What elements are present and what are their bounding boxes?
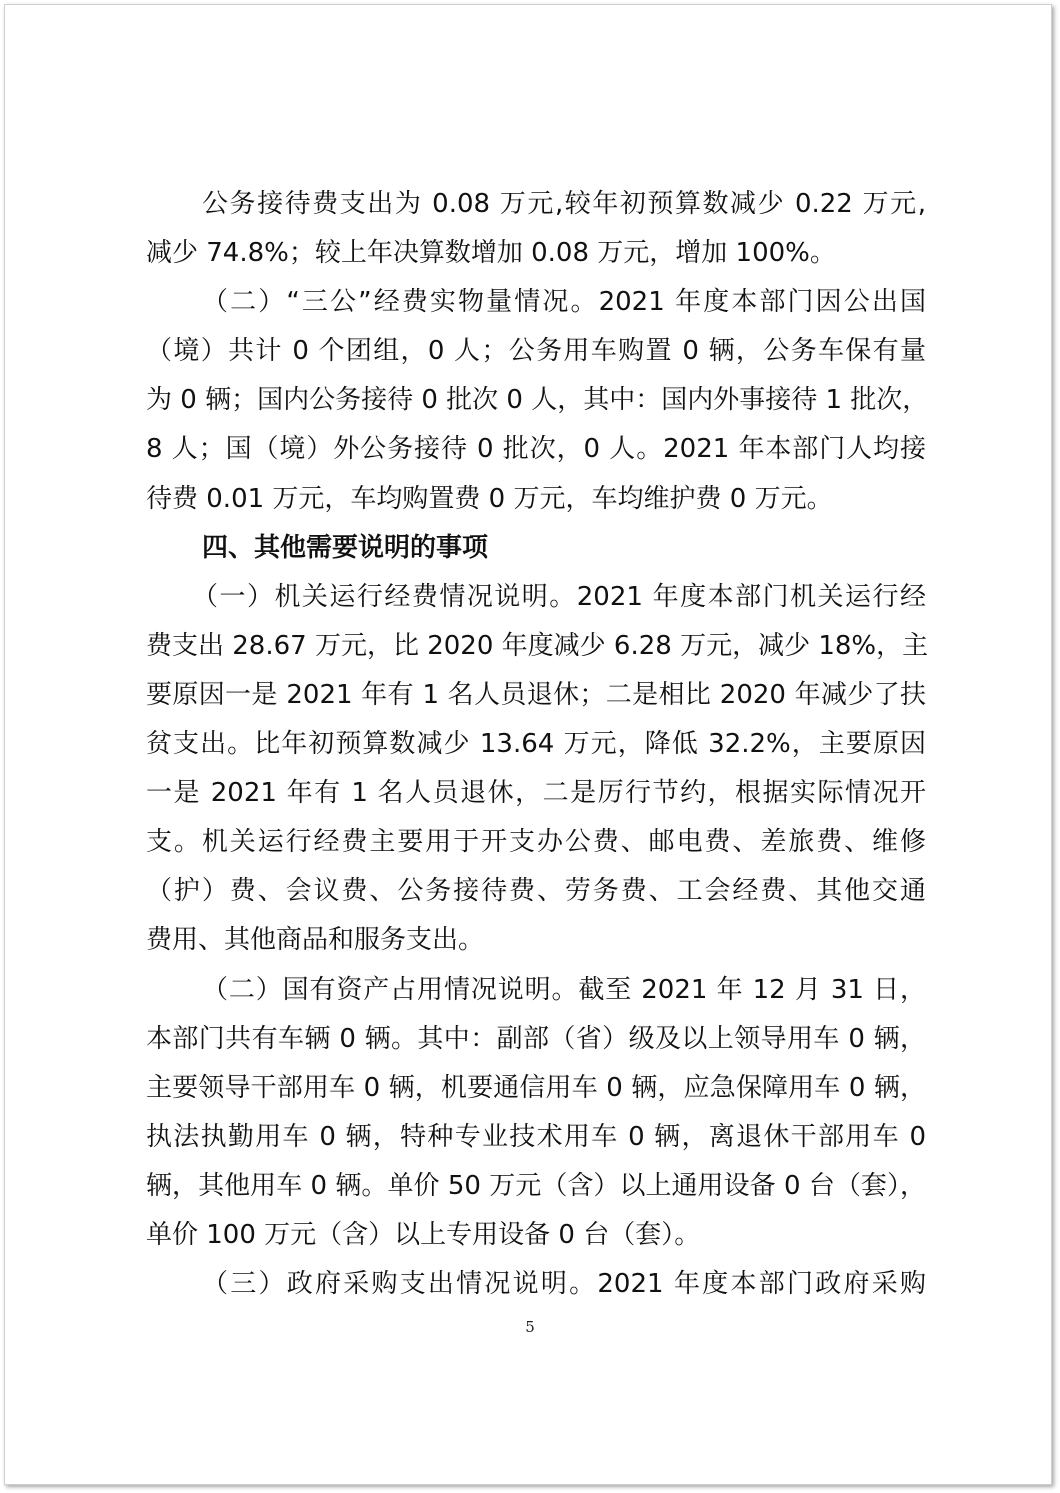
text-line: 执法执勤用车 0 辆，特种专业技术用车 0 辆，离退休干部用车 0 [146,1121,926,1152]
text-line: 贫支出。比年初预算数减少 13.64 万元，降低 32.2%，主要原因 [146,729,926,760]
text-line: （一）机关运行经费情况说明。2021 年度本部门机关运行经 [192,581,926,612]
text-line: 待费 0.01 万元，车均购置费 0 万元，车均维护费 0 万元。 [146,483,833,514]
text-line: 8 人；国（境）外公务接待 0 批次，0 人。2021 年本部门人均接 [146,434,926,465]
text-line: （护）费、会议费、公务接待费、劳务费、工会经费、其他交通 [146,876,926,907]
text-line: 单价 100 万元（含）以上专用设备 0 台（套）。 [146,1219,701,1250]
section-heading: 四、其他需要说明的事项 [202,532,489,563]
text-line: 主要领导干部用车 0 辆，机要通信用车 0 辆，应急保障用车 0 辆， [146,1072,926,1103]
text-line: 减少 74.8%；较上年决算数增加 0.08 万元，增加 100%。 [146,238,836,269]
document-body [146,180,929,1309]
text-line: 一是 2021 年有 1 名人员退休，二是厉行节约，根据实际情况开 [146,778,926,809]
text-line: 要原因一是 2021 年有 1 名人员退休；二是相比 2020 年减少了扶 [146,679,926,710]
text-line: 支。机关运行经费主要用于开支办公费、邮电费、差旅费、维修 [146,827,926,858]
text-line: （三）政府采购支出情况说明。2021 年度本部门政府采购 [202,1269,926,1300]
text-line: （二）“三公”经费实物量情况。2021 年度本部门因公出国 [202,287,926,318]
text-line: 费支出 28.67 万元，比 2020 年度减少 6.28 万元，减少 18%，主 [146,630,929,661]
page-number: 5 [525,1318,535,1336]
text-line: （境）共计 0 个团组，0 人；公务用车购置 0 辆，公务车保有量 [146,336,926,367]
text-line: 辆，其他用车 0 辆。单价 50 万元（含）以上通用设备 0 台（套）， [146,1170,926,1201]
text-line: 费用、其他商品和服务支出。 [146,925,485,956]
text-line: 公务接待费支出为 0.08 万元,较年初预算数减少 0.22 万元, [202,189,926,219]
text-line: 为 0 辆；国内公务接待 0 批次 0 人，其中：国内外事接待 1 批次， [146,385,929,416]
text-line: （二）国有资产占用情况说明。截至 2021 年 12 月 31 日， [202,974,926,1005]
text-line: 本部门共有车辆 0 辆。其中：副部（省）级及以上领导用车 0 辆， [146,1023,926,1054]
